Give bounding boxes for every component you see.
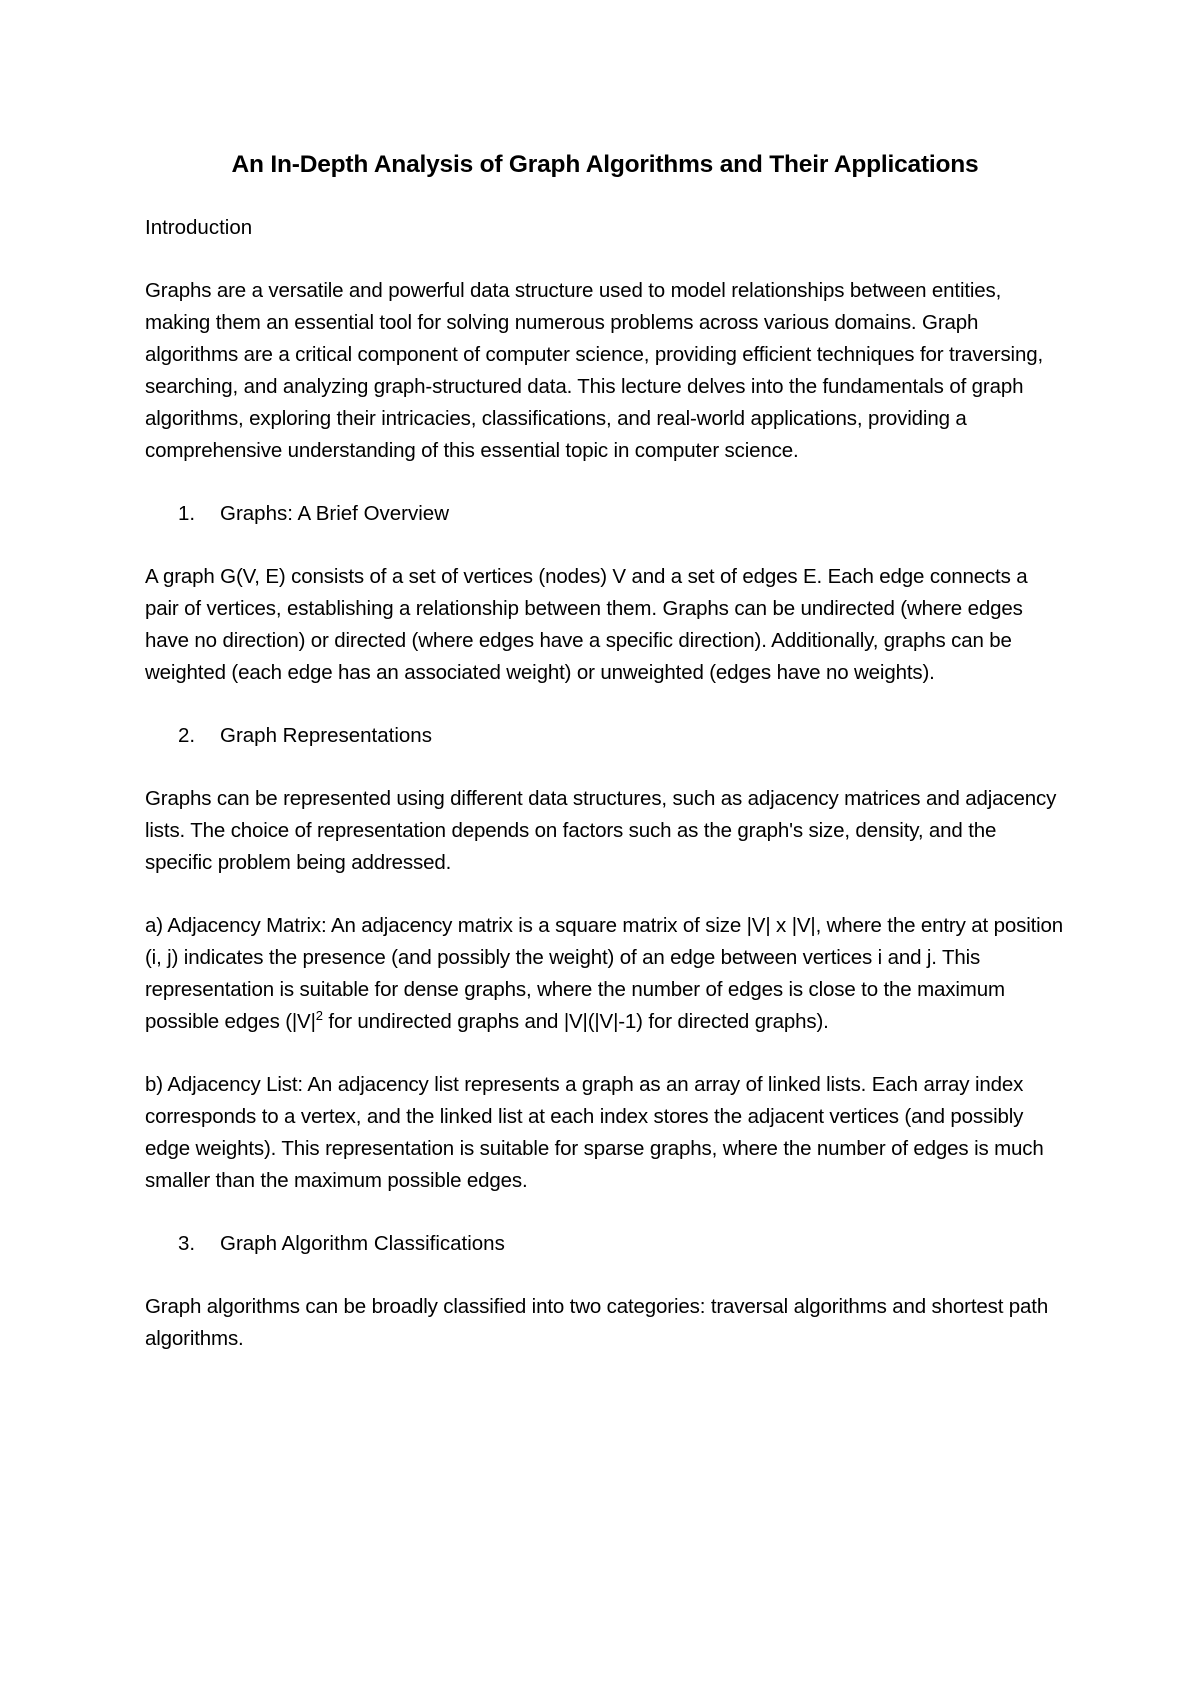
section-heading-text: Graphs: A Brief Overview bbox=[220, 502, 450, 525]
section-heading-1 bbox=[145, 498, 1065, 530]
section-heading-3 bbox=[145, 1228, 1065, 1260]
classifications-paragraph: Graph algorithms can be broadly classified into two categories: traversal algorithms and shortest path algorithms. bbox=[145, 1295, 1049, 1350]
intro-heading: Introduction bbox=[145, 216, 253, 239]
document-content bbox=[145, 148, 1065, 1386]
adjacency-list-paragraph: b) Adjacency List: An adjacency list represents a graph as an array of linked lists. Each array index corresponds to a vertex, and the linked list at each index stores the adjacent vertices (and possibly edge weights). This representation is suitable for sparse graphs, where the number of edges is much smaller than the maximum possible edges. bbox=[145, 1073, 1044, 1192]
graphs-overview-paragraph: A graph G(V, E) consists of a set of vertices (nodes) V and a set of edges E. Each edge connects a pair of vertices, establishing a relationship between them. Graphs can be undirected (where edges have no direction) or directed (where edges have a specific direction). Additionally, graphs can be weighted (each edge has an associated weight) or unweighted (edges have no weights). bbox=[145, 565, 1028, 684]
section-number: 3. bbox=[178, 1232, 196, 1255]
section-heading-2 bbox=[145, 720, 1065, 752]
document-title: An In-Depth Analysis of Graph Algorithms and Their Applications bbox=[231, 151, 979, 178]
representations-paragraph: Graphs can be represented using different data structures, such as adjacency matrices and adjacency lists. The choice of representation depends on factors such as the graph's size, density, and the specific problem being addressed. bbox=[145, 787, 1057, 874]
section-heading-text: Graph Representations bbox=[220, 724, 432, 747]
adjacency-matrix-paragraph bbox=[145, 910, 1065, 1038]
adjacency-matrix-text: a) Adjacency Matrix: An adjacency matrix is a square matrix of size |V| x |V|, where the entry at position (i, j) indicates the presence (and possibly the weight) of an edge between vertices i and j. This representation is suitable for dense graphs, where the number of edges is close to the maximum possible edges (|V| bbox=[145, 914, 1064, 1033]
superscript-two: 2 bbox=[315, 1008, 323, 1024]
intro-paragraph: Graphs are a versatile and powerful data structure used to model relationships between entities, making them an essential tool for solving numerous problems across various domains. Graph algorithms are a critical component of computer science, providing efficient techniques for traversing, searching, and analyzing graph-structured data. This lecture delves into the fundamentals of graph algorithms, exploring their intricacies, classifications, and real-world applications, providing a comprehensive understanding of this essential topic in computer science. bbox=[145, 279, 1044, 462]
section-number: 2. bbox=[178, 724, 196, 747]
section-heading-text: Graph Algorithm Classifications bbox=[220, 1232, 505, 1255]
adjacency-matrix-text-continued: for undirected graphs and |V|(|V|-1) for directed graphs). bbox=[322, 1010, 829, 1033]
section-number: 1. bbox=[178, 502, 196, 525]
